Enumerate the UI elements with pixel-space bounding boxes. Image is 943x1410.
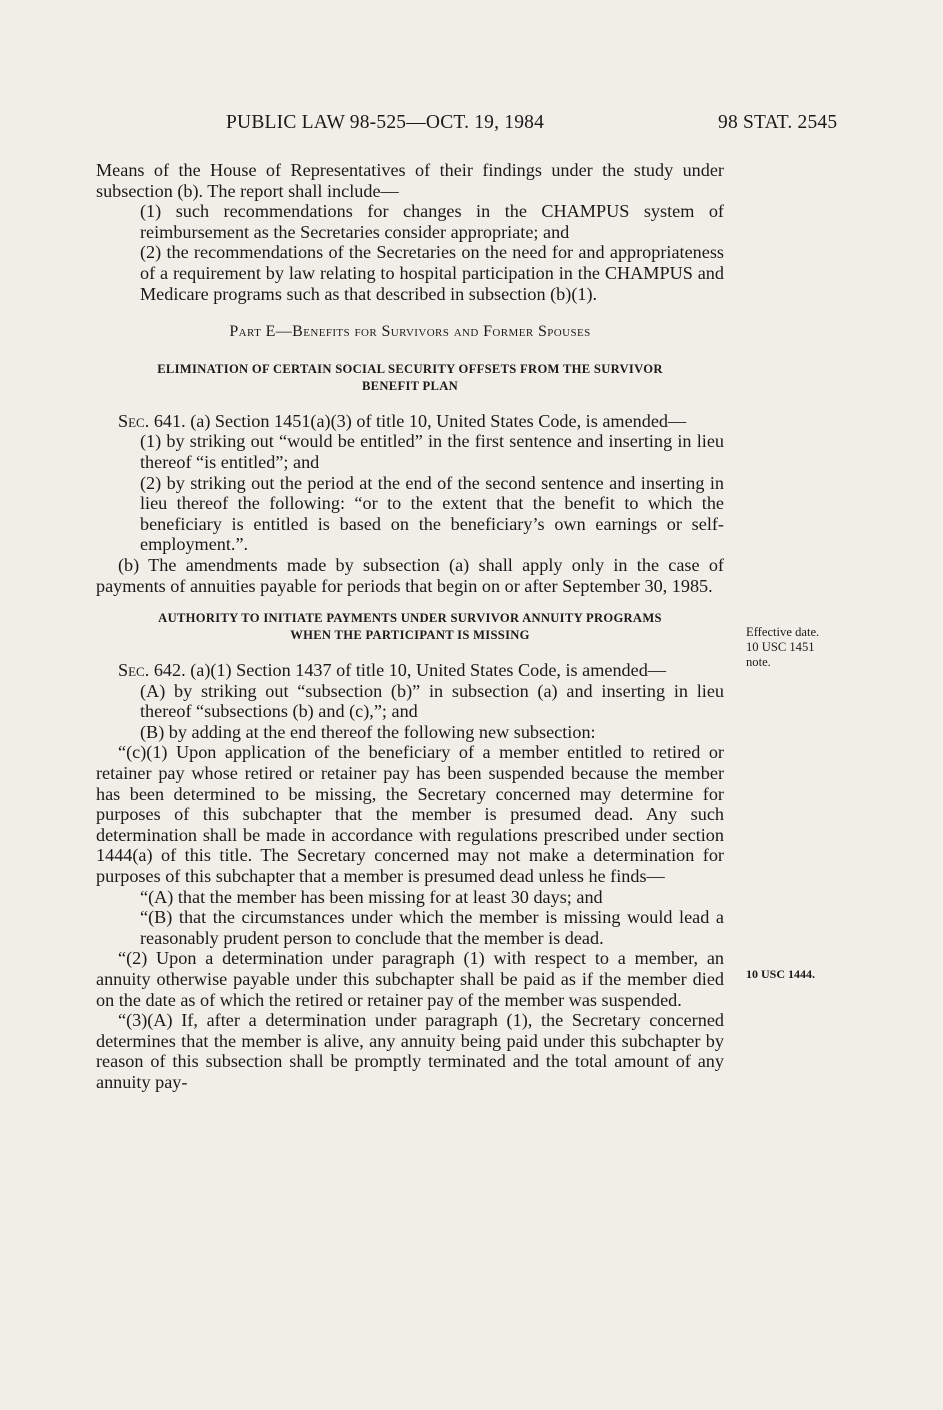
paragraph-item-1: (1) such recommendations for changes in the CHAMPUS system of reimbursement as the Secretaries consider appropriate; and (140, 201, 724, 242)
section-641-b: (b) The amendments made by subsection (a) shall apply only in the case of payments of annuities payable for periods that begin on or after September 30, 1985. (96, 554, 724, 596)
section-641-intro (96, 411, 724, 432)
margin-note-usc-1444: 10 USC 1444. (746, 967, 816, 981)
intro-paragraph: Means of the House of Representatives of their findings under the study under subsection (b). The report shall include— (96, 160, 724, 201)
quoted-item-B: “(B) that the circumstances under which the member is missing would lead a reasonably prudent person to conclude that the member is dead. (140, 907, 724, 948)
margin-note-effective-date (746, 625, 819, 670)
section-642-text: (a)(1) Section 1437 of title 10, United States Code, is amended— (190, 660, 667, 681)
section-641-label: Sec. 641. (118, 410, 186, 431)
section-641-text: (a) Section 1451(a)(3) of title 10, United States Code, is amended— (190, 410, 687, 431)
section-641-item-2: (2) by striking out the period at the end of the second sentence and inserting in lieu thereof the following: “or to the extent that the benefit to which the beneficiary is entitled is based on the beneficiary’s own earnings or self-employment.”. (140, 472, 724, 555)
section-642-intro (96, 660, 724, 681)
header-stat-page: 98 STAT. 2545 (718, 112, 838, 133)
quoted-item-A: “(A) that the member has been missing for at least 30 days; and (140, 886, 603, 907)
quoted-paragraph-2: “(2) Upon a determination under paragraph (1) with respect to a member, an annuity otherwise payable under this subchapter shall be paid as if the member died on the date as of which the retired or retainer pay of the member was suspended. (96, 948, 724, 1010)
section-641-item-1: (1) by striking out “would be entitled” in the first sentence and inserting in lieu thereof “is entitled”; and (140, 431, 724, 472)
header-title: PUBLIC LAW 98-525—OCT. 19, 1984 (226, 112, 545, 133)
quoted-paragraph-3A: “(3)(A) If, after a determination under paragraph (1), the Secretary concerned determines that the member is alive, any annuity being paid under this subchapter by reason of this subsection shall be promptly terminated and the total amount of any annuity pay- (96, 1010, 724, 1092)
page-header (0, 112, 943, 142)
paragraph-item-2: (2) the recommendations of the Secretaries on the need for and appropriateness of a requirement by law relating to hospital participation in the CHAMPUS and Medicare programs such as that described in subsection (b)(1). (140, 242, 724, 304)
part-heading: Part E—Benefits for Survivors and Former Spouses (229, 323, 591, 341)
section-642-item-A: (A) by striking out “subsection (b)” in subsection (a) and inserting in lieu thereof “subsections (b) and (c),”; and (140, 680, 724, 722)
margin-note-usc-1451: 10 USC 1451 (746, 640, 815, 654)
quoted-subsection-c1: “(c)(1) Upon application of the beneficiary of a member entitled to retired or retainer pay whose retired or retainer pay has been suspended because the member has been determined to be missing, the Secretary concerned may determine for purposes of this subchapter that the member is presumed dead. Any such determination shall be made in accordance with regulations prescribed under section 1444(a) of this title. The Secretary concerned may not make a determination for purposes of this subchapter that a member is presumed dead unless he finds— (96, 742, 724, 887)
section-642-item-B: (B) by adding at the end thereof the following new subsection: (140, 721, 596, 742)
section-642-label: Sec. 642. (118, 660, 186, 681)
section-caption-642: AUTHORITY TO INITIATE PAYMENTS UNDER SURVIVOR ANNUITY PROGRAMS WHEN THE PARTICIPANT IS MISSING (158, 611, 662, 643)
margin-note-effective-date-label: Effective date. (746, 625, 820, 639)
document-body (96, 160, 724, 1093)
margin-note-note: note. (746, 655, 771, 669)
section-caption-641: ELIMINATION OF CERTAIN SOCIAL SECURITY OFFSETS FROM THE SURVIVOR BENEFIT PLAN (157, 361, 663, 393)
